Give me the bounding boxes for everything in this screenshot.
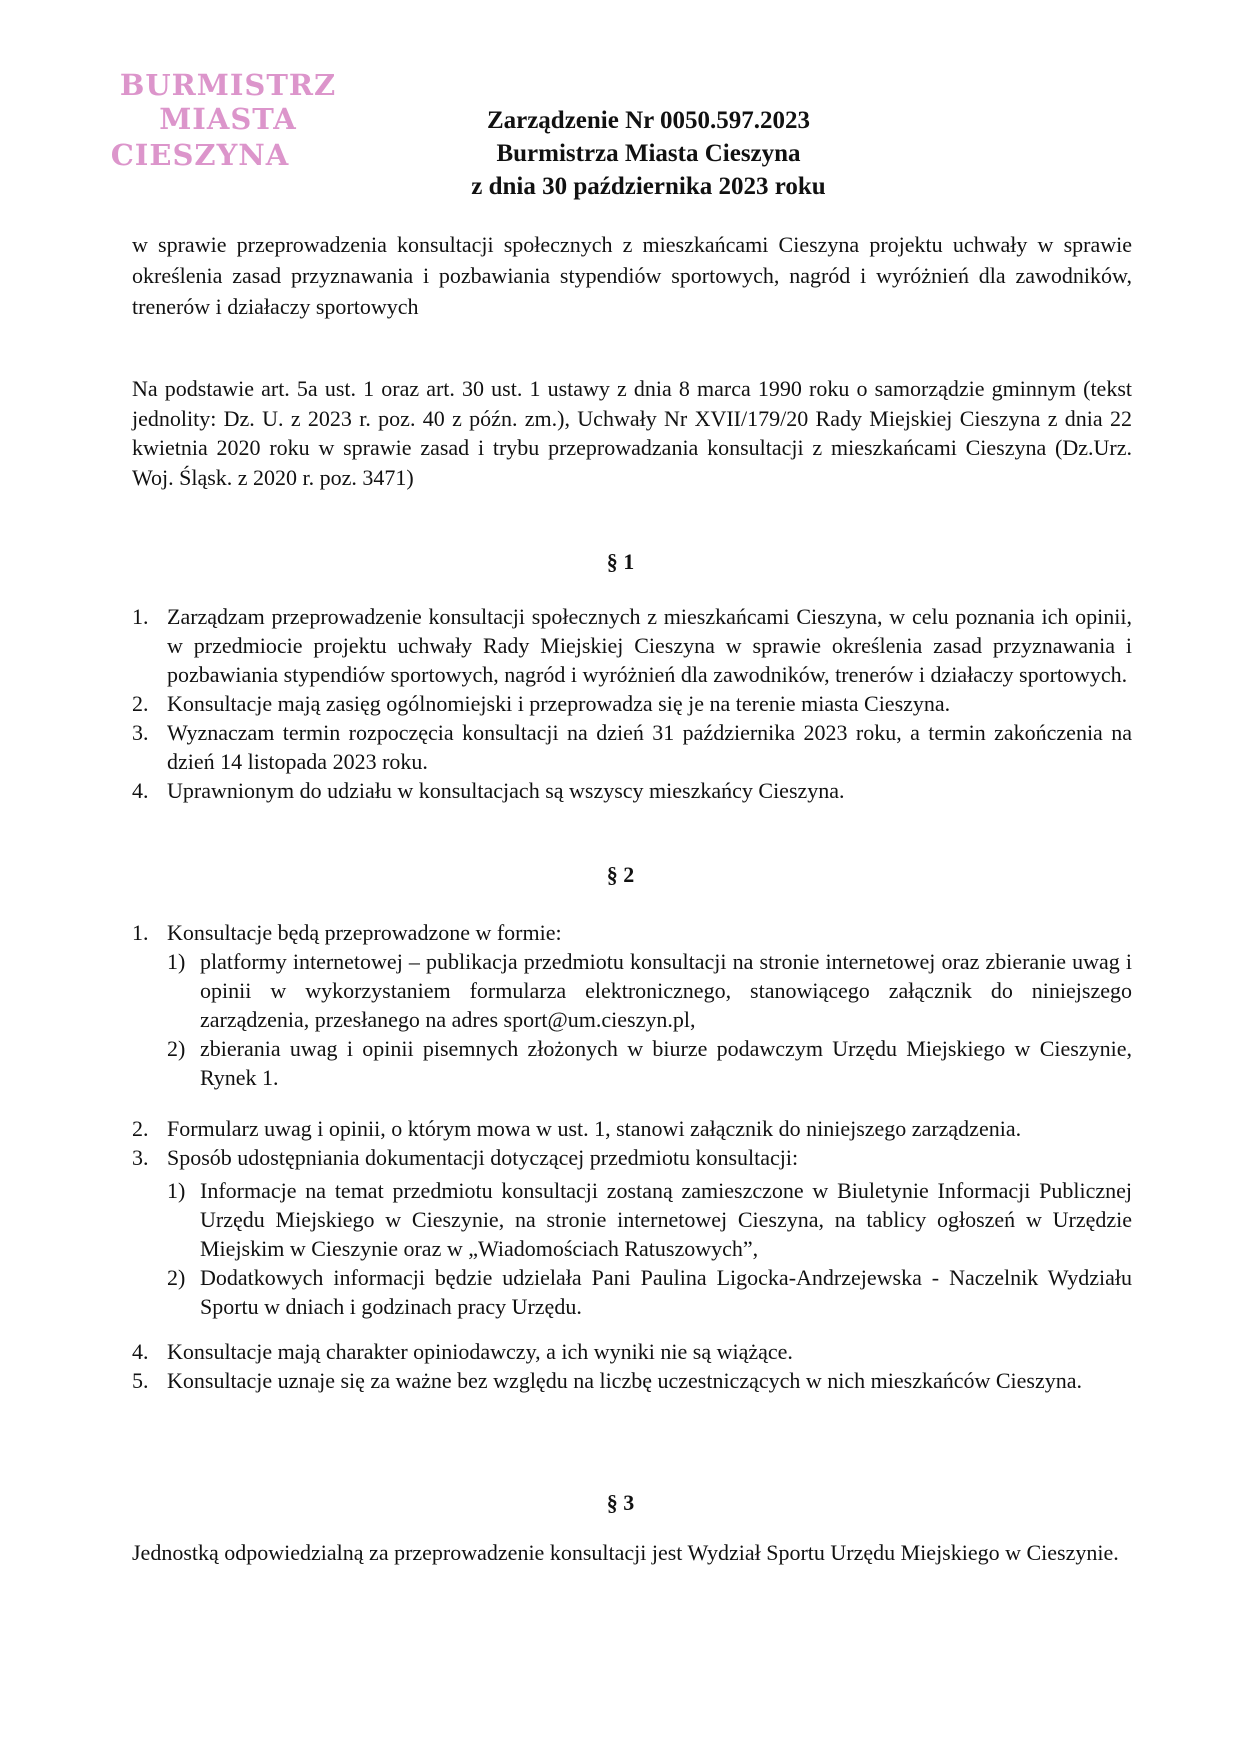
list-item [132,1143,1132,1321]
legal-basis: Na podstawie art. 5a ust. 1 oraz art. 30 ust. 1 ustawy z dnia 8 marca 1990 roku o samorządzie gminnym (tekst jednolity: Dz. U. z 2023 r. poz. 40 z późn. zm.), Uchwały Nr XVII/179/20 Rady Miejskiej Cieszyna z dnia 22 kwietnia 2020 roku w sprawie zasad i trybu przeprowadzania konsultacji z mieszkańcami Cieszyna (Dz.Urz. Woj. Śląsk. z 2020 r. poz. 3471) [132,376,1132,490]
list-item [132,602,1132,689]
issuer: Burmistrza Miasta Cieszyna [496,140,801,167]
section-3-heading: § 3 [606,1490,635,1515]
section-1-heading: § 1 [606,549,635,574]
item-number: 1. [132,920,149,945]
section-3-text: Jednostką odpowiedzialną za przeprowadzenie konsultacji jest Wydział Sportu Urzędu Miejskiego w Cieszynie. [132,1540,1119,1565]
item-text: Konsultacje będą przeprowadzone w formie: [167,920,562,945]
item-text: Uprawnionym do udziału w konsultacjach są wszyscy mieszkańcy Cieszyna. [167,778,845,803]
stamp-line-2: CIESZYNA [110,138,290,172]
item-number: 4. [132,1339,149,1364]
item-text: Konsultacje mają charakter opiniodawczy, a ich wyniki nie są wiążące. [167,1339,793,1364]
sub-item-text: zbierania uwag i opinii pisemnych złożonych w biurze podawczym Urzędu Miejskiego w Cieszynie, Rynek 1. [200,1036,1132,1090]
item-number: 2. [132,691,149,716]
list-item [132,918,1132,1092]
sub-list [132,947,1132,1092]
item-number: 4. [132,778,149,803]
sub-item-text: Informacje na temat przedmiotu konsultacji zostaną zamieszczone w Biuletynie Informacji Publicznej Urzędu Miejskiego w Cieszynie, na stronie internetowej Cieszyna, na tablicy ogłoszeń w Urzędzie Miejskim w Cieszynie oraz w „Wiadomościach Ratuszowych”, [200,1178,1132,1261]
list-item [132,1337,1132,1366]
item-text: Formularz uwag i opinii, o którym mowa w ust. 1, stanowi załącznik do niniejszego zarządzenia. [167,1116,1022,1141]
sub-item-number: 1) [167,949,186,974]
sub-list-item [132,1263,1132,1321]
sub-item-text: platformy internetowej – publikacja przedmiotu konsultacji na stronie internetowej oraz zbieranie uwag i opinii w wykorzystaniem formularza elektronicznego, stanowiącego załącznik do niniejszego zarządzenia, przesłanego na adres sport@um.cieszyn.pl, [200,949,1132,1032]
sub-list-item [132,1034,1132,1092]
item-number: 1. [132,604,149,629]
subject-text: w sprawie przeprowadzenia konsultacji społecznych z mieszkańcami Cieszyna projektu uchwały w sprawie określenia zasad przyznawania i pozbawiania stypendiów sportowych, nagród i wyróżnień dla zawodników, trenerów i działaczy sportowych [132,232,1132,319]
item-text: Zarządzam przeprowadzenie konsultacji społecznych z mieszkańcami Cieszyna, w celu poznania ich opinii, w przedmiocie projektu uchwały Rady Miejskiej Cieszyna w sprawie określenia zasad przyznawania i pozbawiania stypendiów sportowych, nagród i wyróżnień dla zawodników, trenerów i działaczy sportowych. [167,604,1132,687]
item-number: 3. [132,720,149,745]
document-header [0,104,1241,203]
item-text: Wyznaczam termin rozpoczęcia konsultacji na dzień 31 października 2023 roku, a termin zakończenia na dzień 14 listopada 2023 roku. [167,720,1132,774]
sub-item-number: 1) [167,1178,186,1203]
sub-item-number: 2) [167,1265,186,1290]
list-item [132,776,1132,805]
item-number: 2. [132,1116,149,1141]
item-number: 5. [132,1368,149,1393]
stamp-line-1: BURMISTRZ MIASTA [119,68,337,136]
list-item [132,1114,1132,1143]
section-2-heading: § 2 [606,862,635,887]
list-item [132,689,1132,718]
sub-item-text: Dodatkowych informacji będzie udzielała Pani Paulina Ligocka-Andrzejewska - Naczelnik Wydziału Sportu w dniach i godzinach pracy Urzędu. [200,1265,1132,1319]
item-number: 3. [132,1145,149,1170]
sub-list [132,1176,1132,1321]
item-text: Sposób udostępniania dokumentacji dotyczącej przedmiotu konsultacji: [167,1145,799,1170]
list-item [132,1366,1132,1395]
sub-list-item [132,1176,1132,1263]
sub-list-item [132,947,1132,1034]
item-text: Konsultacje uznaje się za ważne bez względu na liczbę uczestniczących w nich mieszkańców Cieszyna. [167,1368,1083,1393]
section-2-list [132,918,1132,1395]
list-item [132,718,1132,776]
issue-date: z dnia 30 października 2023 roku [471,173,826,200]
section-1-list [132,602,1132,805]
item-text: Konsultacje mają zasięg ogólnomiejski i przeprowadza się je na terenie miasta Cieszyna. [167,691,951,716]
ordinance-number: Zarządzenie Nr 0050.597.2023 [486,107,811,134]
sub-item-number: 2) [167,1036,186,1061]
